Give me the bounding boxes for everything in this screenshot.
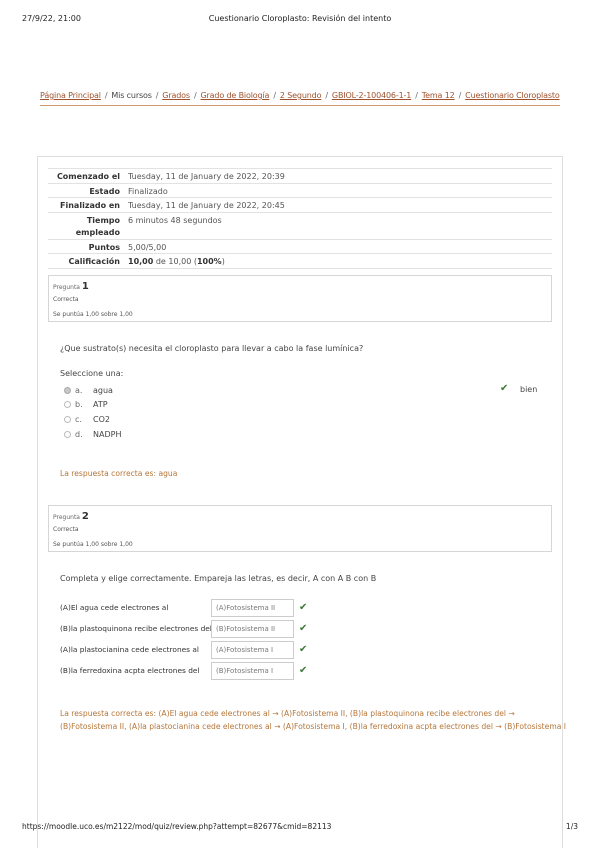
breadcrumb: [40, 91, 560, 106]
breadcrumb-separator: /: [415, 91, 418, 100]
summary-row-grade: [48, 254, 552, 269]
summary-label: Finalizado en: [60, 201, 120, 211]
summary-label: Estado: [89, 186, 120, 196]
answer-text: CO2: [93, 414, 110, 424]
summary-value: 5,00/5,00: [128, 242, 167, 252]
breadcrumb-course[interactable]: GBIOL-2-100406-1-1: [331, 91, 412, 100]
question-state: Correcta: [53, 526, 79, 533]
breadcrumb-separator: /: [104, 91, 108, 100]
answer-text: agua: [93, 385, 113, 395]
question-number: 2: [81, 511, 89, 522]
print-title: Cuestionario Cloroplasto: Revisión del intento: [208, 14, 392, 23]
radio-icon[interactable]: [64, 431, 71, 438]
question-2-right-answer: [60, 707, 566, 733]
question-label: Pregunta: [53, 514, 80, 521]
grade-out-of: de 10,00 (: [153, 257, 197, 267]
breadcrumb-quiz[interactable]: Cuestionario Cloroplasto: [465, 91, 560, 100]
match-row: [60, 618, 307, 639]
check-icon: ✔: [299, 644, 308, 655]
print-datetime: 27/9/22, 21:00: [22, 14, 81, 23]
question-grade: Se puntúa 1,00 sobre 1,00: [53, 541, 133, 548]
check-icon: ✔: [299, 665, 308, 676]
question-1-right-answer: La respuesta correcta es: agua: [60, 469, 178, 478]
summary-label: Calificación: [68, 257, 120, 267]
summary-row-started: [48, 169, 552, 184]
breadcrumb-grado-biologia[interactable]: Grado de Biología: [200, 91, 270, 100]
answer-option-c[interactable]: [64, 412, 544, 427]
right-answer-line: La respuesta correcta es: (A)El agua cede electrones al → (A)Fotosistema II, (B)la plastoquinona recibe electrones del →: [60, 709, 515, 718]
summary-value: [128, 256, 552, 268]
question-state: Correcta: [53, 296, 79, 303]
question-1-info: [48, 275, 552, 322]
summary-value: Tuesday, 11 de January de 2022, 20:39: [128, 172, 285, 181]
check-icon: ✔: [299, 623, 308, 634]
summary-label: Puntos: [88, 242, 120, 252]
answer-option-b[interactable]: [64, 398, 544, 413]
summary-row-state: [48, 184, 552, 199]
breadcrumb-separator: /: [155, 91, 159, 100]
grade-score: 10,00: [128, 257, 154, 267]
summary-label: Comenzado el: [56, 172, 120, 181]
page-number: 1/3: [565, 822, 578, 831]
match-row: [60, 597, 307, 618]
radio-icon[interactable]: [64, 401, 71, 408]
question-2-info: [48, 505, 552, 552]
attempt-summary-table: [48, 168, 552, 269]
question-number: 1: [81, 281, 89, 292]
match-row: [60, 639, 307, 660]
question-1-answers: [64, 383, 544, 441]
summary-row-finished: [48, 198, 552, 213]
question-label: Pregunta: [53, 284, 80, 291]
print-header: [22, 14, 578, 26]
breadcrumb-tema[interactable]: Tema 12: [421, 91, 455, 100]
print-url: https://moodle.uco.es/m2122/mod/quiz/review.php?attempt=82677&cmid=82113: [22, 822, 332, 831]
summary-label: [48, 215, 128, 239]
answer-option-d[interactable]: [64, 427, 544, 442]
breadcrumb-separator: /: [325, 91, 328, 100]
breadcrumb-separator: /: [273, 91, 276, 100]
match-row: [60, 660, 307, 681]
answer-letter: d.: [75, 429, 83, 439]
breadcrumb-separator: /: [193, 91, 197, 100]
check-icon: ✔: [500, 383, 509, 394]
summary-value: Finalizado: [128, 186, 168, 196]
match-prompt: (B)la ferredoxina acpta electrones del: [60, 666, 200, 675]
grade-close: ): [221, 257, 225, 267]
answer-text: NADPH: [93, 429, 122, 439]
question-2-text: Completa y elige correctamente. Empareja las letras, es decir, A con A B con B: [60, 574, 377, 583]
breadcrumb-segundo[interactable]: 2 Segundo: [279, 91, 322, 100]
answer-text: ATP: [93, 400, 108, 410]
question-grade: Se puntúa 1,00 sobre 1,00: [53, 311, 133, 318]
answer-letter: b.: [75, 400, 83, 410]
radio-icon[interactable]: [64, 416, 71, 423]
match-prompt: (A)la plastocianina cede electrones al: [60, 645, 199, 654]
breadcrumb-grados[interactable]: Grados: [162, 91, 190, 100]
match-prompt: (A)El agua cede electrones al: [60, 603, 169, 612]
check-icon: ✔: [299, 602, 308, 613]
breadcrumb-separator: /: [458, 91, 462, 100]
grade-percent: 100%: [196, 257, 222, 267]
select-one-prompt: Seleccione una:: [60, 369, 124, 378]
question-number-line: [53, 512, 547, 523]
match-select[interactable]: (B)Fotosistema II: [211, 620, 294, 638]
summary-value: Tuesday, 11 de January de 2022, 20:45: [128, 201, 285, 211]
summary-row-time: [48, 213, 552, 240]
question-2-matching-table: [60, 597, 307, 681]
match-select[interactable]: (B)Fotosistema I: [211, 662, 294, 680]
right-answer-line: (B)Fotosistema II, (A)la plastocianina cede electrones al → (A)Fotosistema I, (B)la ferredoxina acpta electrones del → (B)Fotosistema I: [60, 722, 567, 731]
answer-letter: c.: [75, 414, 82, 424]
question-1-text: ¿Que sustrato(s) necesita el cloroplasto para llevar a cabo la fase lumínica?: [60, 344, 364, 353]
summary-row-points: [48, 240, 552, 255]
answer-option-a[interactable]: [64, 383, 544, 398]
radio-checked-icon[interactable]: [64, 387, 71, 394]
match-prompt: (B)la plastoquinona recibe electrones del: [60, 624, 212, 633]
print-footer: [22, 822, 578, 834]
answer-letter: a.: [75, 385, 83, 395]
match-select[interactable]: (A)Fotosistema I: [211, 641, 294, 659]
summary-label-line: empleado: [75, 227, 120, 237]
summary-label-line: Tiempo: [86, 215, 120, 225]
breadcrumb-my-courses: Mis cursos: [111, 91, 152, 100]
match-select[interactable]: (A)Fotosistema II: [211, 599, 294, 617]
summary-value: 6 minutos 48 segundos: [128, 215, 222, 225]
question-number-line: [53, 282, 547, 293]
answer-feedback: bien: [520, 385, 538, 394]
breadcrumb-home[interactable]: Página Principal: [40, 91, 101, 100]
